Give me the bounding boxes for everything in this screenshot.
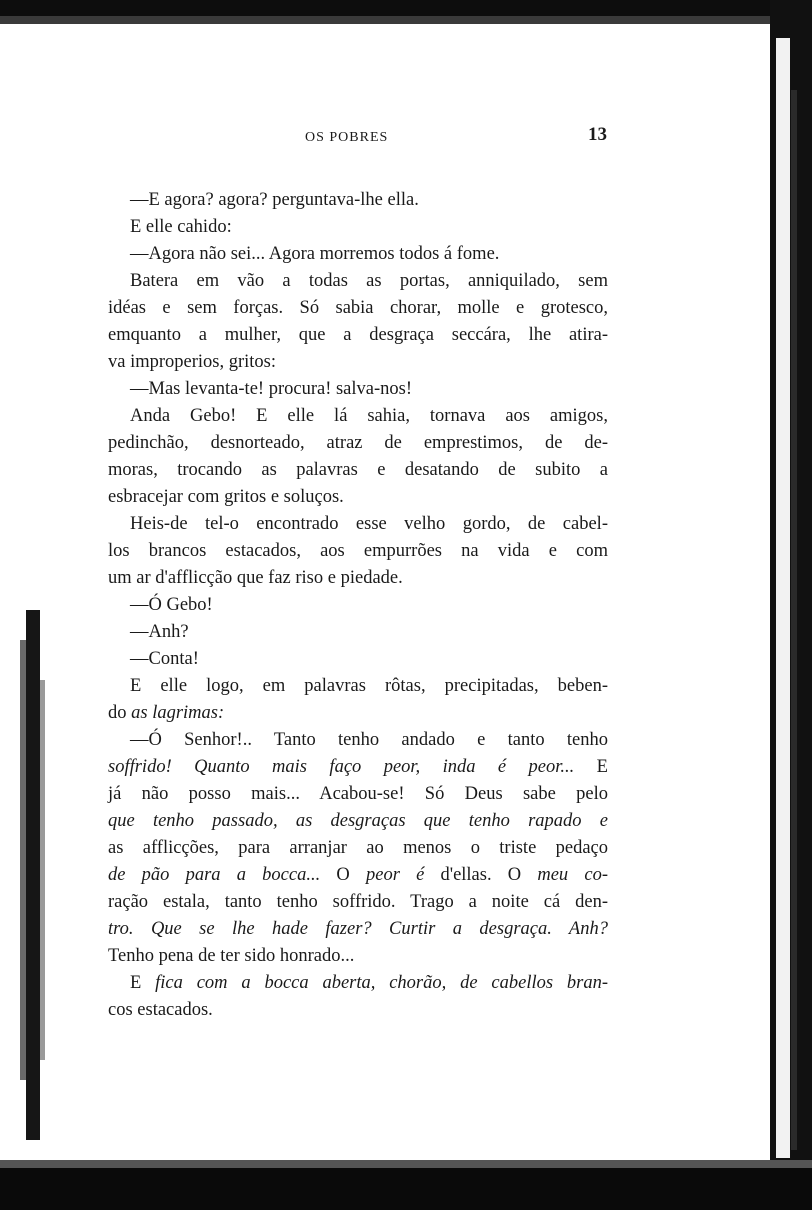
text-line xyxy=(108,808,608,835)
scan-binding-edge xyxy=(26,610,40,1140)
page-number: 13 xyxy=(588,124,607,145)
scan-border-top-inner xyxy=(0,16,770,24)
italic-run: tro. Que se lhe hade fazer? Curtir a desgraça. Anh? xyxy=(108,919,608,939)
text-line: emquanto a mulher, que a desgraça seccára, lhe atira- xyxy=(108,325,608,345)
text-line: um ar d'afflicção que faz riso e piedade. xyxy=(108,568,403,588)
italic-run: meu co- xyxy=(537,865,608,885)
text-line: los brancos estacados, aos empurrões na vida e com xyxy=(108,541,608,561)
text-line: esbracejar com gritos e soluços. xyxy=(108,487,344,507)
scan-border-bottom xyxy=(0,1168,812,1210)
italic-run: peor é xyxy=(365,865,425,885)
text-run: O xyxy=(320,865,366,885)
text-line: moras, trocando as palavras e desatando de subito a xyxy=(108,460,608,480)
italic-run: de pão para a bocca... xyxy=(108,865,321,885)
text-line: as afflicções, para arranjar ao menos o triste pedaço xyxy=(108,838,608,858)
text-line: Batera em vão a todas as portas, anniquilado, sem xyxy=(130,271,608,291)
running-title: OS POBRES xyxy=(305,130,389,145)
scan-border-right-gap xyxy=(776,38,790,1158)
text-line: —Agora não sei... Agora morremos todos á fome. xyxy=(130,244,500,264)
text-line: —E agora? agora? perguntava-lhe ella. xyxy=(130,190,419,210)
text-line xyxy=(108,916,608,943)
text-run: do xyxy=(108,703,132,723)
text-line: —Mas levanta-te! procura! salva-nos! xyxy=(130,379,413,399)
text-run: d'ellas. O xyxy=(424,865,538,885)
text-line: —Anh? xyxy=(130,622,189,642)
text-line: pedinchão, desnorteado, atraz de emprestimos, de de- xyxy=(108,433,608,453)
text-line: —Conta! xyxy=(130,649,199,669)
body-text xyxy=(108,187,608,1024)
italic-run: que tenho passado, as desgraças que tenho rapado e xyxy=(108,811,608,831)
text-line xyxy=(108,754,608,781)
page-header xyxy=(110,122,610,152)
italic-run: soffrido! Quanto mais faço peor, inda é peor... xyxy=(108,757,575,777)
scan-border-right-strip xyxy=(791,90,797,1150)
italic-run: fica com a bocca aberta, chorão, de cabellos bran- xyxy=(155,973,608,993)
text-line: —Ó Senhor!.. Tanto tenho andado e tanto tenho xyxy=(130,730,608,750)
text-line: Tenho pena de ter sido honrado... xyxy=(108,946,355,966)
text-line xyxy=(108,700,608,727)
text-line xyxy=(108,862,608,889)
text-line: —Ó Gebo! xyxy=(130,595,213,615)
text-line: Anda Gebo! E elle lá sahia, tornava aos amigos, xyxy=(130,406,608,426)
text-run: E xyxy=(574,757,608,777)
text-line: E elle cahido: xyxy=(130,217,232,237)
text-line: E elle logo, em palavras rôtas, precipitadas, beben- xyxy=(130,676,608,696)
text-line xyxy=(108,970,608,997)
text-line: va improperios, gritos: xyxy=(108,352,277,372)
scan-binding-shadow-light xyxy=(40,680,45,1060)
text-run: E xyxy=(130,973,156,993)
text-line: ração estala, tanto tenho soffrido. Trago a noite cá den- xyxy=(108,892,608,912)
text-line: idéas e sem forças. Só sabia chorar, molle e grotesco, xyxy=(108,298,608,318)
text-line: Heis-de tel-o encontrado esse velho gordo, de cabel- xyxy=(130,514,608,534)
text-line: cos estacados. xyxy=(108,1000,213,1020)
italic-run: as lagrimas: xyxy=(131,703,225,723)
text-line: já não posso mais... Acabou-se! Só Deus sabe pelo xyxy=(108,784,608,804)
